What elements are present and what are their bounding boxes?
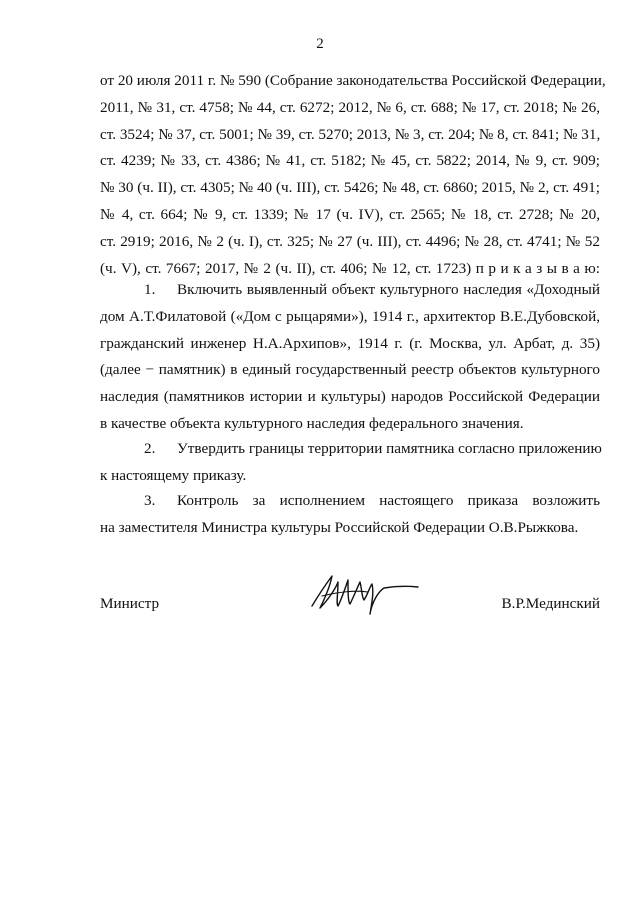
item-1-first-line [100,277,600,304]
item-number: 3. [144,492,156,509]
item-text: Контроль за исполнением настоящего приказа возложить [177,492,600,509]
item-number: 2. [144,440,156,457]
item-3-first-line [100,488,600,515]
item-line: в качестве объекта культурного наследия федерального значения. [100,414,524,432]
signature-block [100,595,600,625]
item-line: (далее − памятник) в единый государственный реестр объектов культурного [100,361,600,379]
item-text: Включить выявленный объект культурного наследия «Доходный [177,281,600,298]
item-1-paragraph [100,277,600,438]
item-number: 1. [144,281,156,298]
signatory-title: Министр [100,595,160,612]
preamble-line: (ч. V), ст. 7667; 2017, № 2 (ч. II), ст. 406; № 12, ст. 1723) п р и к а з ы в а ю: [100,259,600,277]
item-2-paragraph [100,436,600,490]
item-2-first-line [100,436,600,463]
preamble-paragraph [100,68,606,282]
item-line: на заместителя Министра культуры Российской Федерации О.В.Рыжкова. [100,518,579,536]
preamble-line: ст. 4239; № 33, ст. 4386; № 41, ст. 5182; № 45, ст. 5822; 2014, № 9, ст. 909; [100,152,600,170]
item-line: наследия (памятников истории и культуры) народов Российской Федерации [100,388,600,406]
preamble-line: ст. 2919; 2016, № 2 (ч. I), ст. 325; № 27 (ч. III), ст. 4496; № 28, ст. 4741; № 52 [100,232,600,250]
preamble-line: от 20 июля 2011 г. № 590 (Собрание законодательства Российской Федерации, [100,72,606,89]
preamble-line: № 30 (ч. II), ст. 4305; № 40 (ч. III), ст. 5426; № 48, ст. 6860; 2015, № 2, ст. 491; [100,179,600,197]
preamble-line: ст. 3524; № 37, ст. 5001; № 39, ст. 5270; 2013, № 3, ст. 204; № 8, ст. 841; № 31, [100,125,601,143]
preamble-line: 2011, № 31, ст. 4758; № 44, ст. 6272; 2012, № 6, ст. 688; № 17, ст. 2018; № 26, [100,98,600,116]
preamble-line: № 4, ст. 664; № 9, ст. 1339; № 17 (ч. IV), ст. 2565; № 18, ст. 2728; № 20, [100,205,600,223]
item-line: к настоящему приказу. [100,466,247,484]
item-line: гражданский инженер Н.А.Архипов», 1914 г. (г. Москва, ул. Арбат, д. 35) [100,334,600,352]
item-line: дом А.Т.Филатовой («Дом с рыцарями»), 1914 г., архитектор В.Е.Дубовской, [100,307,600,325]
item-3-paragraph [100,488,600,542]
item-text: Утвердить границы территории памятника согласно приложению [177,440,602,457]
page-number: 2 [316,36,324,52]
signatory-name: В.Р.Мединский [501,595,600,612]
